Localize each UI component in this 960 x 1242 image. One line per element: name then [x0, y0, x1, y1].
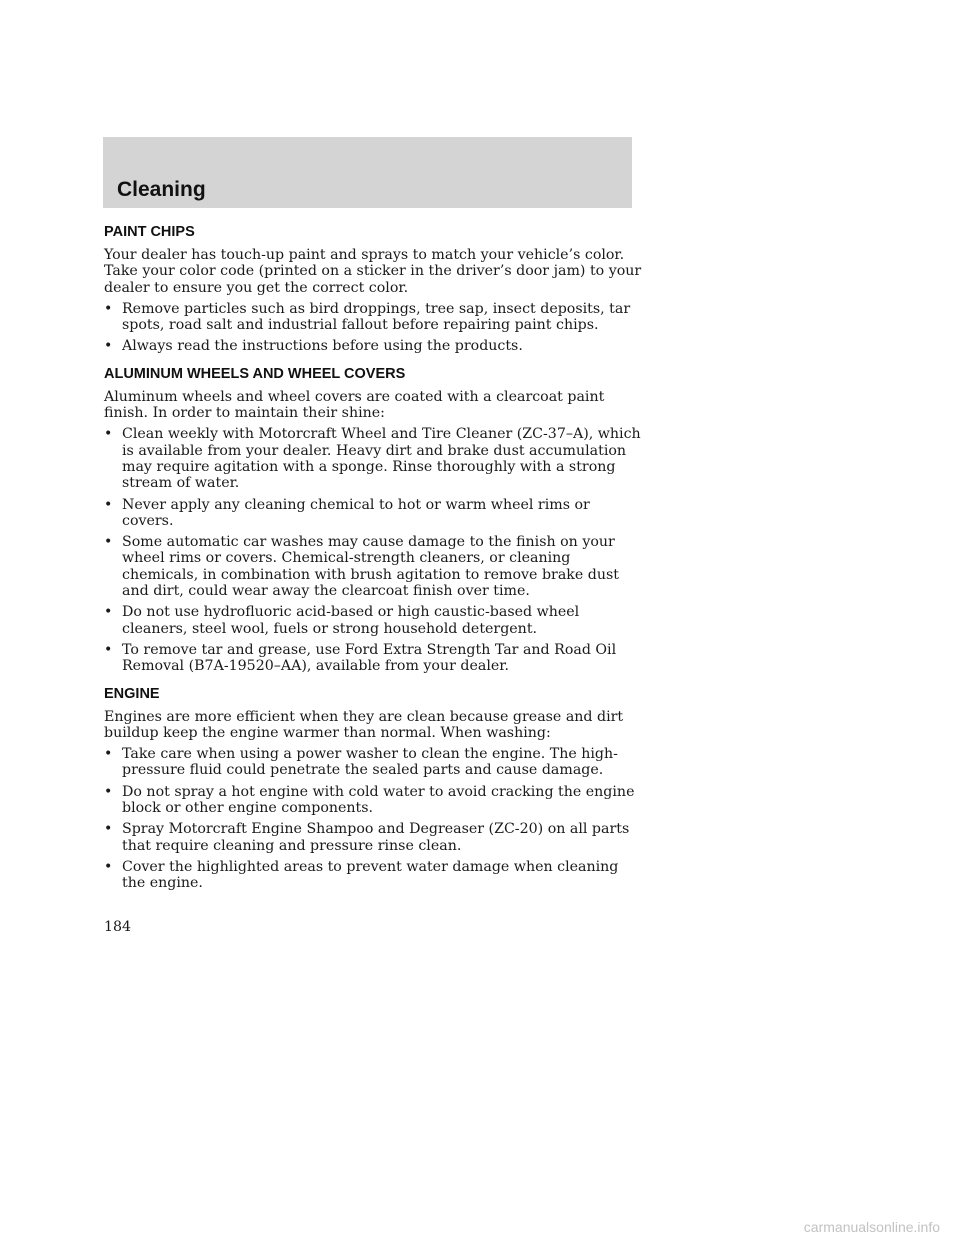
page-content [104, 223, 644, 902]
list-item-text: Do not use hydrofluoric acid-based or high caustic-based wheel cleaners, steel wool, fuels or strong household detergent. [122, 604, 580, 637]
bullet-icon: • [104, 426, 113, 443]
bullet-icon: • [104, 496, 113, 513]
section-heading-aluminum-wheels: ALUMINUM WHEELS AND WHEEL COVERS [104, 365, 406, 382]
list-item-text: Always read the instructions before using the products. [122, 338, 523, 355]
list-item [104, 821, 644, 854]
list-item-text: Cover the highlighted areas to prevent water damage when cleaning the engine. [122, 858, 619, 892]
bullet-icon: • [104, 821, 113, 838]
bullet-icon: • [104, 338, 113, 355]
section-heading-engine: ENGINE [104, 685, 160, 702]
bullet-icon: • [104, 604, 113, 621]
paragraph: Your dealer has touch-up paint and sprays to match your vehicle’s color. Take your color code (printed on a sticker in the driver’s door jam) to your dealer to ensure you get the correct color. [104, 247, 642, 296]
list-item [104, 604, 644, 637]
bullet-icon: • [104, 300, 113, 317]
section-engine [104, 685, 644, 892]
list-item [104, 534, 644, 599]
list-item-text: Remove particles such as bird droppings, tree sap, insect deposits, tar spots, road salt and industrial fallout before repairing paint chips. [122, 300, 631, 334]
list-item [104, 301, 644, 334]
list-item [104, 338, 644, 354]
list-item [104, 642, 644, 675]
bullet-icon: • [104, 746, 113, 763]
section-aluminum-wheels [104, 365, 644, 675]
list-item [104, 426, 644, 491]
chapter-title: Cleaning [117, 178, 206, 201]
page-number: 184 [104, 919, 132, 935]
bullet-icon: • [104, 858, 113, 875]
watermark: carmanualsonline.info [803, 1219, 940, 1235]
list-item-text: Some automatic car washes may cause damage to the finish on your wheel rims or covers. Chemical-strength cleaners, or cleaning chemicals, in combination with brush agitation to remove brake dust and dirt, could wear away the clearcoat finish over time. [122, 534, 619, 600]
bullet-icon: • [104, 641, 113, 658]
list-item-text: Do not spray a hot engine with cold water to avoid cracking the engine block or other engine components. [122, 783, 635, 817]
bullet-icon: • [104, 783, 113, 800]
list-item [104, 497, 644, 530]
list-item [104, 784, 644, 817]
paragraph: Engines are more efficient when they are clean because grease and dirt buildup keep the engine warmer than normal. When washing: [104, 708, 624, 741]
section-paint-chips [104, 223, 644, 355]
bullet-icon: • [104, 534, 113, 551]
list-item [104, 746, 644, 779]
list-item-text: Clean weekly with Motorcraft Wheel and Tire Cleaner (ZC-37–A), which is available from your dealer. Heavy dirt and brake dust accumulation may require agitation with a sponge. Rinse thoroughly with a strong stream of water. [122, 426, 641, 492]
list-item-text: To remove tar and grease, use Ford Extra Strength Tar and Road Oil Removal (B7A-19520–AA), available from your dealer. [122, 641, 617, 675]
list-item-text: Never apply any cleaning chemical to hot or warm wheel rims or covers. [122, 496, 590, 529]
list-item-text: Take care when using a power washer to clean the engine. The high-pressure fluid could penetrate the sealed parts and cause damage. [122, 746, 618, 779]
list-item-text: Spray Motorcraft Engine Shampoo and Degreaser (ZC-20) on all parts that require cleaning and pressure rinse clean. [122, 821, 630, 854]
chapter-header-band [103, 137, 632, 208]
section-heading-paint-chips: PAINT CHIPS [104, 224, 195, 240]
list-item [104, 859, 644, 892]
paragraph: Aluminum wheels and wheel covers are coated with a clearcoat paint finish. In order to maintain their shine: [104, 388, 605, 422]
